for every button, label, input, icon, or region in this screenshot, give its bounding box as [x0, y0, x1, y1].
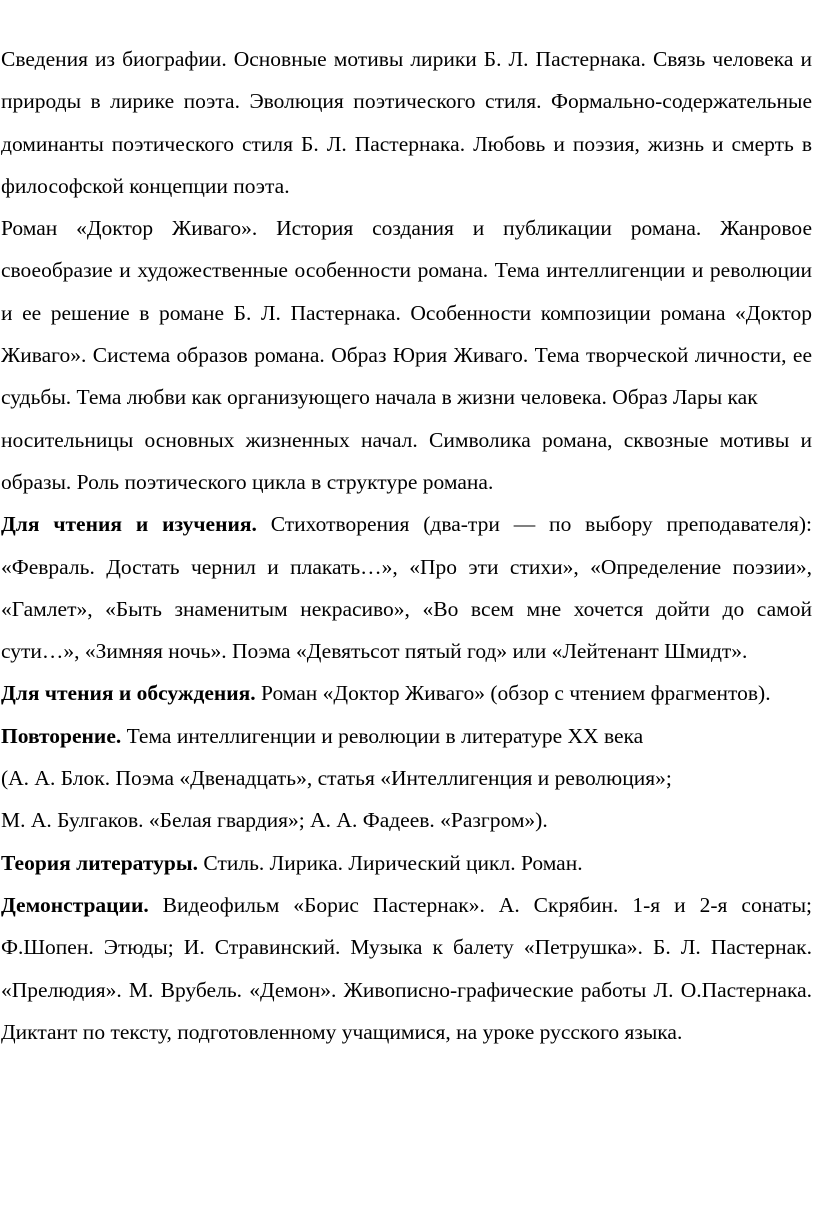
paragraph-lead: Повторение. [1, 723, 122, 748]
paragraph-lead: Теория литературы. [1, 850, 199, 875]
paragraph-lead: Для чтения и изучения. [1, 512, 257, 537]
paragraph-biography [0, 38, 816, 207]
paragraph-text: Сведения из биографии. Основные мотивы лирики Б. Л. Пастернака. Связь человека и природы в лирике поэта. Эволюция поэтического стиля. Формально-содержательные доминанты поэтического стиля Б. Л. Пастернака. Любовь и поэзия, жизнь и смерть в философской концепции поэта. [1, 47, 812, 198]
paragraph-demonstrations [0, 884, 816, 1053]
paragraph-text: Стихотворения (два-три — по выбору преподавателя): «Февраль. Достать чернил и плакать…», «Про эти стихи», «Определение поэзии», «Гамлет», «Быть знаменитым некрасиво», «Во всем мне хочется дойти до самой сути…», «Зимняя ночь». Поэма «Девятьсот пятый год» или «Лейтенант Шмидт». [1, 512, 812, 664]
paragraph-repetition [0, 715, 816, 757]
paragraph-lead: Демонстрации. [1, 892, 149, 917]
paragraph-repetition-bulgakov [0, 799, 816, 841]
paragraph-theory [0, 842, 816, 884]
paragraph-text: Роман «Доктор Живаго» (обзор с чтением фрагментов). [255, 681, 771, 706]
paragraph-repetition-blok [0, 757, 816, 799]
paragraph-text: носительницы основных жизненных начал. Символика романа, сквозные мотивы и образы. Роль поэтического цикла в структуре романа. [1, 427, 812, 494]
paragraph-lead: Для чтения и обсуждения. [1, 681, 256, 706]
document-page [0, 38, 816, 1053]
paragraph-novel [0, 207, 816, 418]
paragraph-text: (А. А. Блок. Поэма «Двенадцать», статья «Интеллигенция и революция»; [1, 766, 672, 791]
paragraph-reading-discussion [0, 672, 816, 714]
paragraph-text: Стиль. Лирика. Лирический цикл. Роман. [198, 850, 583, 875]
paragraph-text: М. А. Булгаков. «Белая гвардия»; А. А. Фадеев. «Разгром»). [1, 808, 548, 833]
paragraph-text: Тема интеллигенции и революции в литературе XX века [121, 723, 644, 748]
paragraph-text: Роман «Доктор Живаго». История создания и публикации романа. Жанровое своеобразие и художественные особенности романа. Тема интеллигенции и революции и ее решение в романе Б. Л. Пастернака. Особенности композиции романа «Доктор Живаго». Система образов романа. Образ Юрия Живаго. Тема творческой личности, ее судьбы. Тема любви как организующего начала в жизни человека. Образ Лары как [1, 216, 812, 410]
paragraph-text: Видеофильм «Борис Пастернак». А. Скрябин. 1-я и 2-я сонаты; Ф.Шопен. Этюды; И. Стравинский. Музыка к балету «Петрушка». Б. Л. Пастернак. «Прелюдия». М. Врубель. «Демон». Живописно-графические работы Л. О.Пастернака. Диктант по тексту, подготовленному учащимися, на уроке русского языка. [1, 892, 812, 1044]
paragraph-novel-continued [0, 419, 816, 504]
paragraph-reading-study [0, 503, 816, 672]
